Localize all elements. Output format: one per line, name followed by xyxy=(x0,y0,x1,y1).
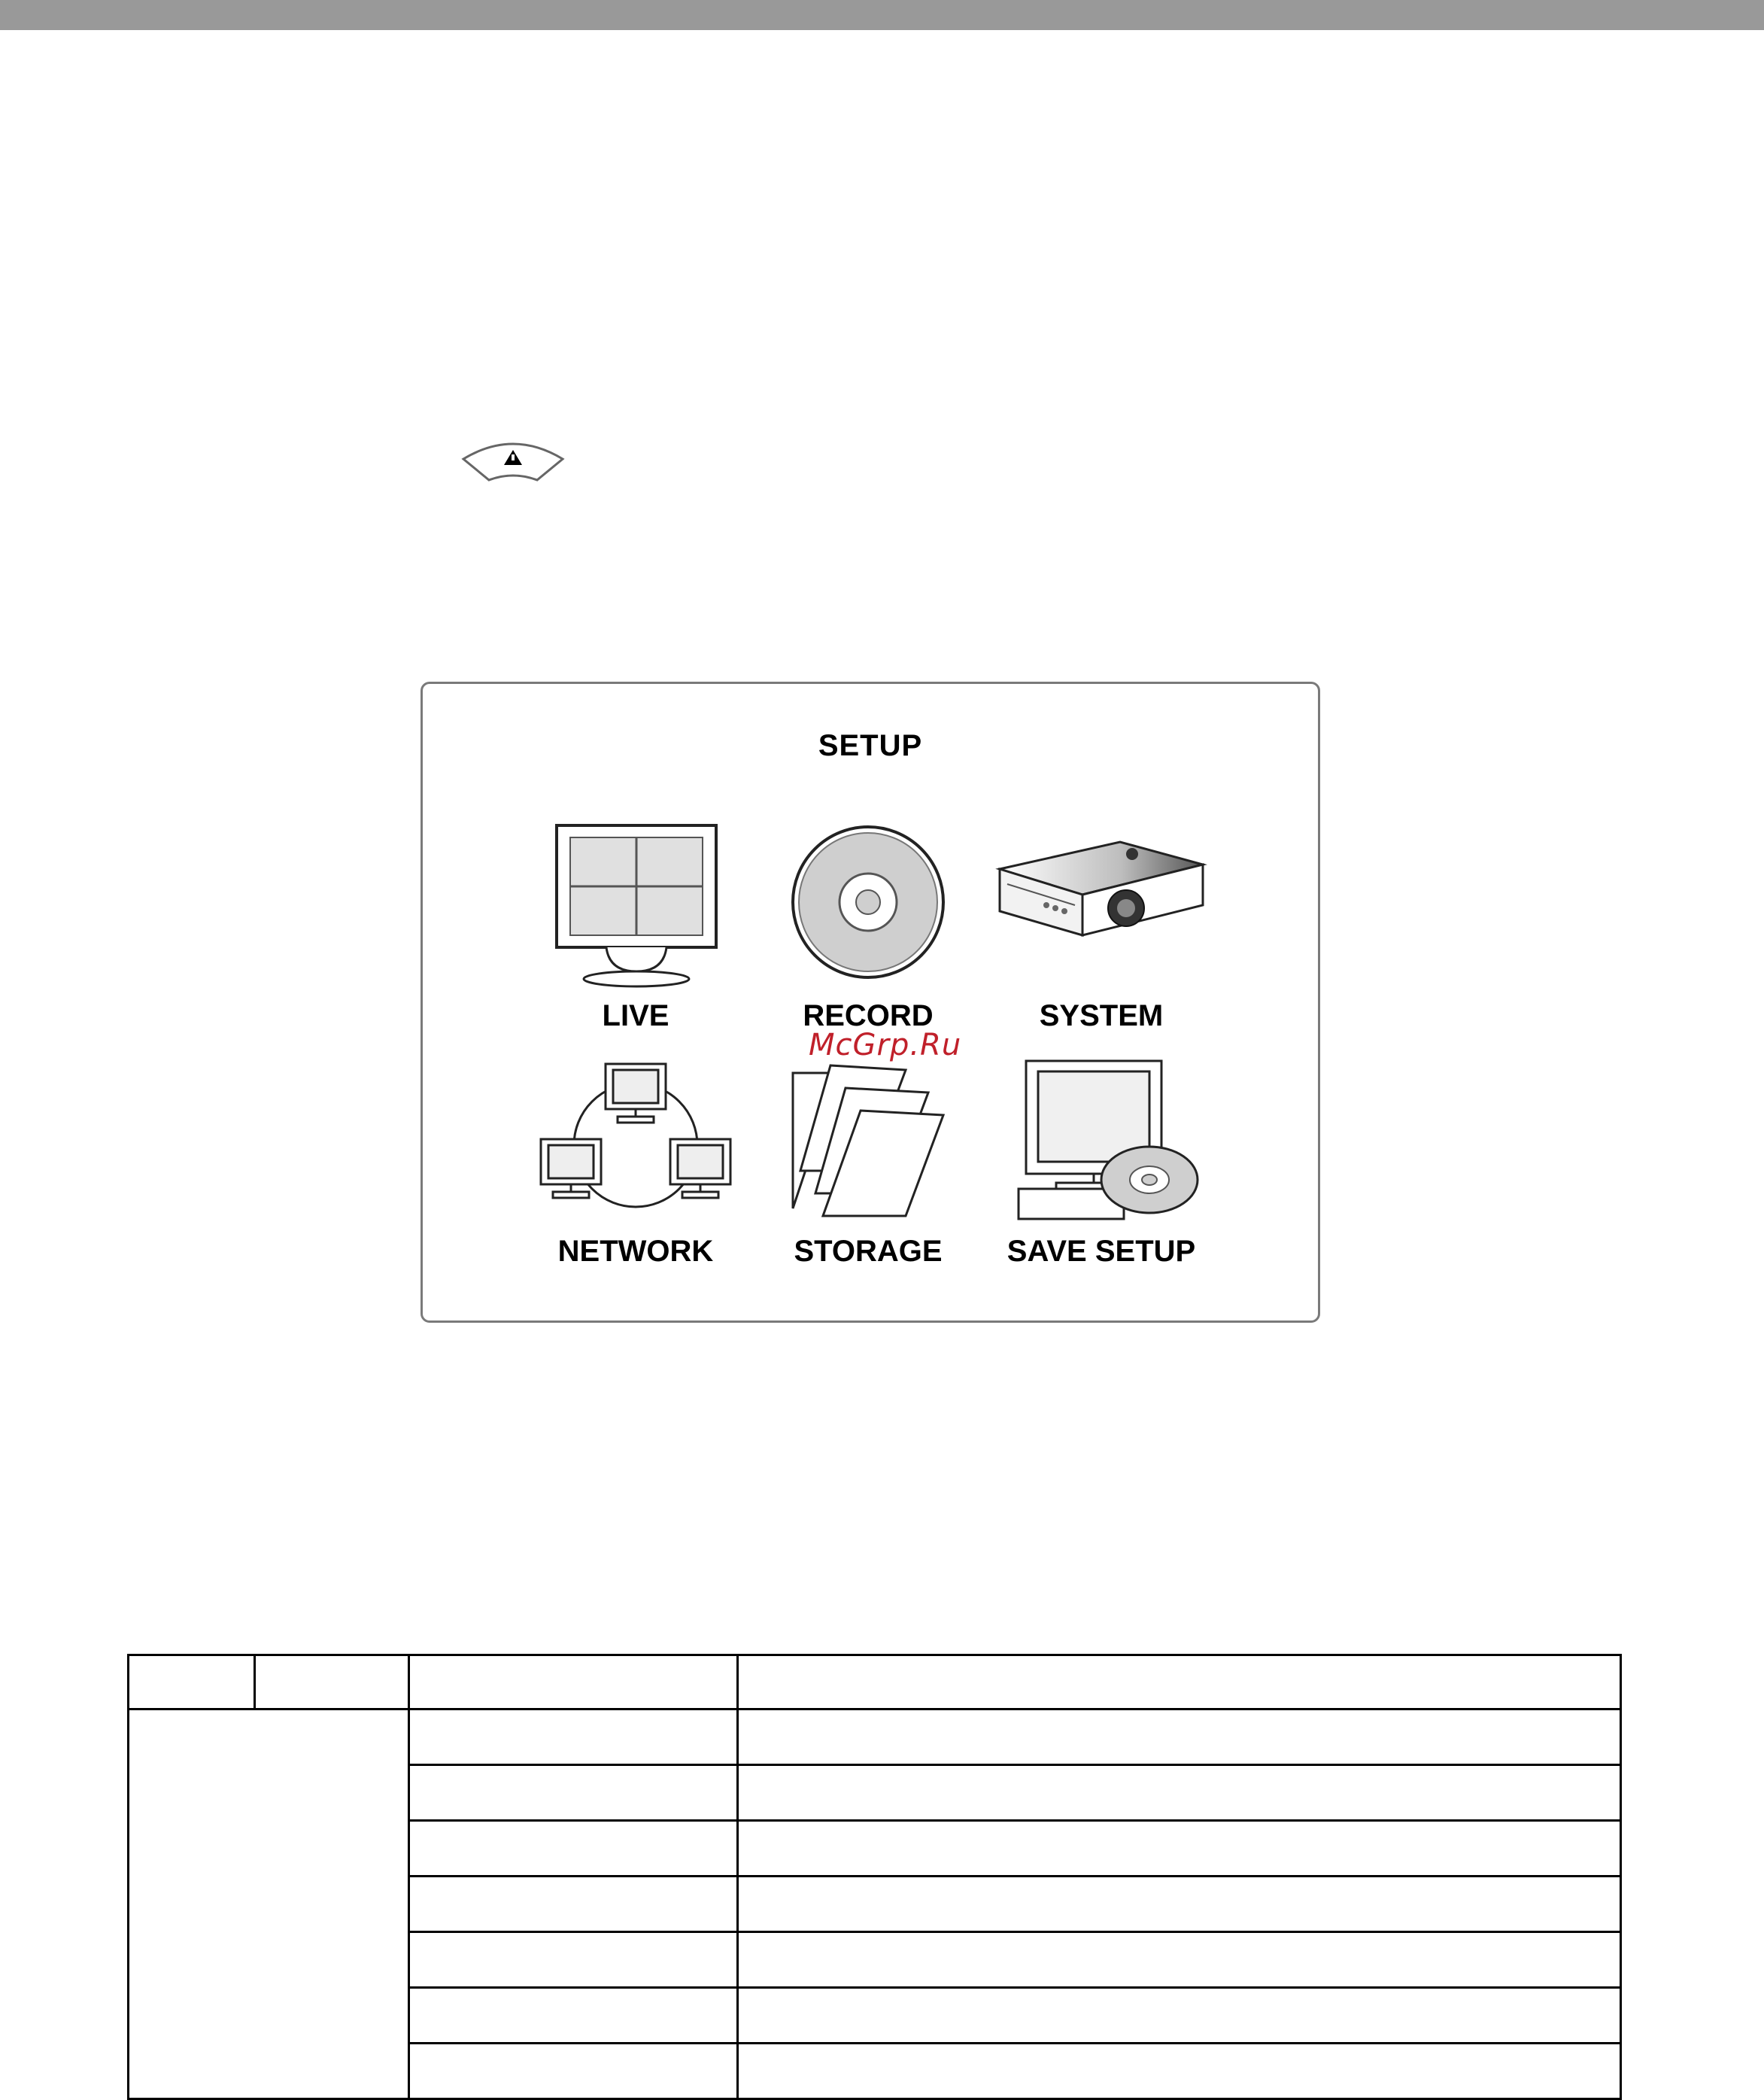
menu-table xyxy=(127,1654,1622,2100)
computer-disc-icon xyxy=(1003,1058,1199,1223)
monitor-quad-icon xyxy=(549,822,722,988)
menu-label-record: RECORD xyxy=(803,999,934,1032)
table-cell xyxy=(409,2044,738,2099)
network-icon xyxy=(538,1058,733,1223)
table-cell xyxy=(738,1709,1621,1765)
menu-item-network[interactable] xyxy=(515,1058,756,1269)
table-cell xyxy=(738,1655,1621,1709)
table-cell xyxy=(738,1877,1621,1932)
table-cell xyxy=(409,1709,738,1765)
table-cell xyxy=(738,1765,1621,1821)
table-cell xyxy=(409,1932,738,1988)
table-header-row xyxy=(129,1655,1621,1709)
dvr-device-icon xyxy=(992,822,1210,988)
disc-icon xyxy=(782,822,955,988)
table-merged-cell xyxy=(129,1709,409,2099)
table-cell xyxy=(255,1655,409,1709)
menu-item-storage[interactable] xyxy=(748,1058,988,1269)
table-cell xyxy=(409,1821,738,1877)
table-cell xyxy=(409,1655,738,1709)
menu-item-record[interactable] xyxy=(748,822,988,1033)
menu-label-save-setup: SAVE SETUP xyxy=(1006,1235,1196,1268)
menu-label-system: SYSTEM xyxy=(1039,999,1164,1032)
dialog-title: SETUP xyxy=(818,729,923,762)
menu-item-live[interactable] xyxy=(515,822,756,1033)
up-arrow-button-icon xyxy=(460,438,566,482)
setup-dialog xyxy=(421,682,1320,1323)
table-row xyxy=(129,1709,1621,1765)
table-cell xyxy=(738,1932,1621,1988)
menu-item-system[interactable] xyxy=(981,822,1222,1033)
table-cell xyxy=(409,1765,738,1821)
menu-label-network: NETWORK xyxy=(557,1235,714,1268)
menu-item-save-setup[interactable] xyxy=(981,1058,1222,1269)
top-bar xyxy=(0,0,1764,30)
table-cell xyxy=(409,1988,738,2044)
table-cell xyxy=(409,1877,738,1932)
menu-label-live: LIVE xyxy=(602,999,669,1032)
watermark: McGrp.Ru xyxy=(809,1028,962,1062)
table-cell xyxy=(738,1821,1621,1877)
table-cell xyxy=(738,1988,1621,2044)
table-cell xyxy=(129,1655,255,1709)
table-cell xyxy=(738,2044,1621,2099)
menu-label-storage: STORAGE xyxy=(794,1235,943,1268)
storage-folders-icon xyxy=(778,1058,958,1223)
